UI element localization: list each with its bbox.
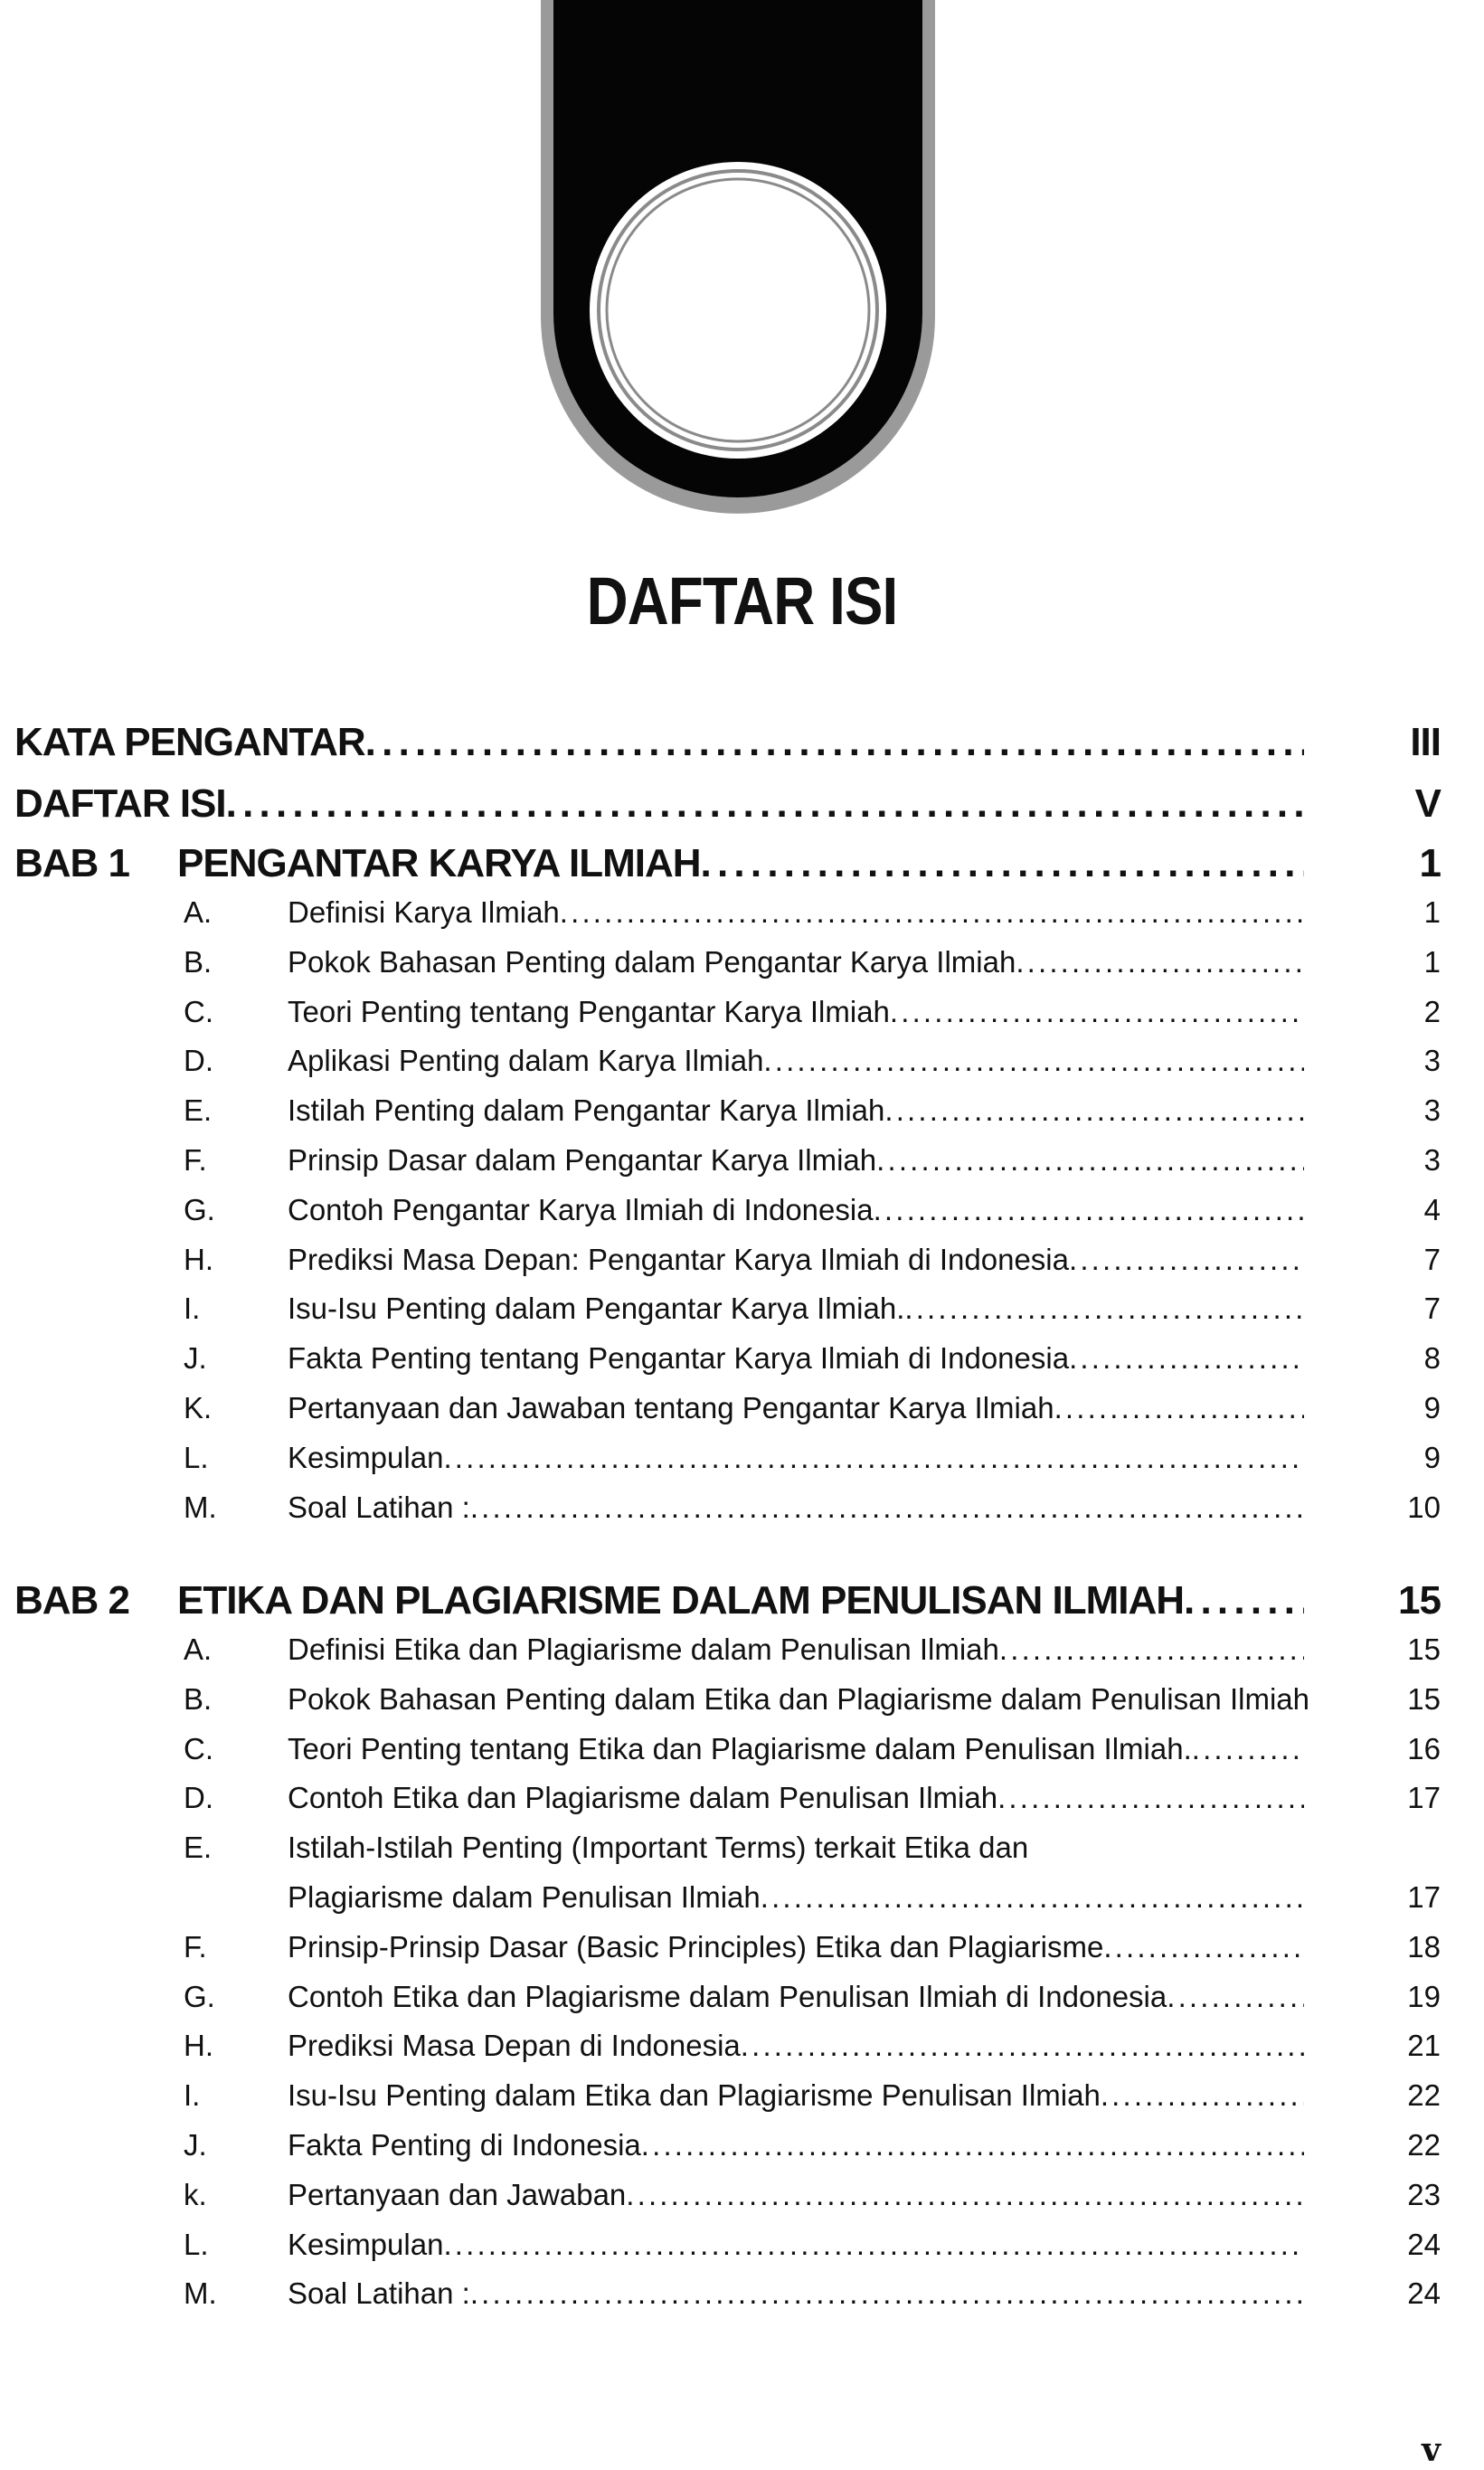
section-title-text: Aplikasi Penting dalam Karya Ilmiah xyxy=(288,1044,764,1078)
dot-leader xyxy=(1016,945,1304,979)
section-letter: K. xyxy=(184,1391,213,1424)
section-title xyxy=(288,945,1304,979)
dot-leader xyxy=(1167,1980,1304,2014)
chapter-title xyxy=(177,1578,1304,1623)
dot-leader xyxy=(999,1632,1304,1667)
dot-leader xyxy=(1069,1243,1304,1277)
toc-page-number: 10 xyxy=(1407,1490,1441,1524)
dot-leader xyxy=(890,995,1304,1029)
toc-page-number: 18 xyxy=(1407,1929,1441,1964)
section-title xyxy=(288,1441,1304,1475)
dot-leader xyxy=(904,1292,1304,1326)
dot-leader xyxy=(365,720,1304,765)
section-title-text: Definisi Karya Ilmiah xyxy=(288,895,560,929)
section-title-text: Fakta Penting di Indonesia xyxy=(288,2128,641,2162)
toc-front-title-text: DAFTAR ISI xyxy=(14,781,226,826)
dot-leader xyxy=(443,1441,1304,1475)
section-title xyxy=(288,2276,1304,2311)
toc-page-number: 1 xyxy=(1423,944,1441,979)
dot-leader xyxy=(1192,1732,1304,1766)
section-title xyxy=(288,2228,1304,2262)
section-title-text: Prinsip-Prinsip Dasar (Basic Principles) Etika dan Plagiarisme xyxy=(288,1929,1104,1964)
section-title xyxy=(288,1391,1304,1425)
chapter-tab-decoration xyxy=(541,0,935,514)
section-title xyxy=(288,1093,1304,1128)
section-letter: A. xyxy=(184,895,213,929)
section-title xyxy=(288,1341,1304,1376)
section-letter: B. xyxy=(184,1681,213,1716)
toc-page-number: 3 xyxy=(1423,1044,1441,1078)
section-title-text: Contoh Etika dan Plagiarisme dalam Penulisan Ilmiah di Indonesia xyxy=(288,1979,1167,2013)
section-letter: I. xyxy=(184,1292,201,1326)
toc-page-number: 15 xyxy=(1398,1578,1441,1623)
section-title-text: Pertanyaan dan Jawaban tentang Pengantar Karya Ilmiah xyxy=(288,1391,1054,1424)
section-title xyxy=(288,1632,1304,1667)
section-title-cont-text: Plagiarisme dalam Penulisan Ilmiah xyxy=(288,1880,761,1914)
toc-page-number: 1 xyxy=(1419,841,1441,885)
toc-page-number: 9 xyxy=(1423,1440,1441,1474)
section-letter: E. xyxy=(184,1093,213,1128)
section-title-text: Prediksi Masa Depan: Pengantar Karya Ilmiah di Indonesia xyxy=(288,1242,1069,1276)
toc-page-number: III xyxy=(1410,720,1441,764)
section-title xyxy=(288,895,1304,930)
section-letter: J. xyxy=(184,1341,207,1376)
section-title xyxy=(288,995,1304,1029)
dot-leader xyxy=(701,841,1304,886)
dot-leader xyxy=(1184,1578,1304,1623)
section-title-text: Pokok Bahasan Penting dalam Pengantar Karya Ilmiah xyxy=(288,944,1016,979)
section-title-text: Isu-Isu Penting dalam Etika dan Plagiarisme Penulisan Ilmiah xyxy=(288,2078,1101,2113)
toc-page-number: 3 xyxy=(1423,1093,1441,1128)
toc-page-number: 2 xyxy=(1423,994,1441,1028)
chapter-title xyxy=(177,841,1304,886)
page-title: DAFTAR ISI xyxy=(586,563,898,639)
toc-page-number: 15 xyxy=(1407,1681,1441,1716)
section-letter: G. xyxy=(184,1192,215,1226)
section-letter: C. xyxy=(184,994,213,1028)
section-title-text: Kesimpulan xyxy=(288,2227,444,2261)
toc-page-number: 8 xyxy=(1423,1341,1441,1376)
section-title-text: Soal Latihan : xyxy=(288,2276,470,2311)
dot-leader xyxy=(884,1093,1304,1128)
dot-leader xyxy=(874,1193,1304,1227)
section-title-text: Prediksi Masa Depan di Indonesia xyxy=(288,2029,741,2063)
toc-page-number: 7 xyxy=(1423,1292,1441,1326)
section-title-text: Istilah Penting dalam Pengantar Karya Ilmiah xyxy=(288,1093,885,1128)
section-title xyxy=(288,1044,1304,1078)
toc-front-title xyxy=(14,781,1304,827)
section-title xyxy=(288,1243,1304,1277)
section-title-text: Isu-Isu Penting dalam Pengantar Karya Ilmiah. xyxy=(288,1292,905,1326)
section-title-text: Contoh Pengantar Karya Ilmiah di Indonesia xyxy=(288,1192,874,1226)
section-letter: M. xyxy=(184,2276,217,2311)
section-letter: L. xyxy=(184,1440,209,1474)
section-letter: D. xyxy=(184,1044,213,1078)
section-title xyxy=(288,1732,1304,1766)
section-title xyxy=(288,1930,1304,1964)
section-title xyxy=(288,2128,1304,2162)
section-letter: M. xyxy=(184,1490,217,1524)
toc-page-number: 1 xyxy=(1423,895,1441,929)
dot-leader xyxy=(1101,2078,1304,2113)
section-title-text: Prinsip Dasar dalam Pengantar Karya Ilmiah xyxy=(288,1143,877,1177)
chapter-number: BAB 2 xyxy=(14,1578,130,1623)
section-letter: H. xyxy=(184,1242,213,1276)
section-title-text: Pertanyaan dan Jawaban xyxy=(288,2177,627,2211)
page-folio: v xyxy=(1422,2431,1441,2469)
dot-leader xyxy=(1054,1391,1304,1425)
dot-leader xyxy=(1103,1930,1304,1964)
toc-front-title xyxy=(14,720,1304,765)
section-letter: B. xyxy=(184,944,213,979)
toc-page-number: 7 xyxy=(1423,1242,1441,1276)
toc-page-number: 22 xyxy=(1407,2128,1441,2162)
section-letter: F. xyxy=(184,1929,207,1964)
section-title-text: Teori Penting tentang Pengantar Karya Ilmiah xyxy=(288,994,890,1028)
section-title-text: Definisi Etika dan Plagiarisme dalam Penulisan Ilmiah xyxy=(288,1632,999,1666)
dot-leader xyxy=(741,2029,1304,2063)
toc-page-number: 15 xyxy=(1407,1632,1441,1666)
section-letter: G. xyxy=(184,1979,215,2013)
dot-leader xyxy=(560,895,1304,930)
section-title xyxy=(288,1980,1304,2014)
section-letter: H. xyxy=(184,2029,213,2063)
section-title xyxy=(288,1143,1304,1178)
section-title xyxy=(288,1491,1304,1525)
section-title-text: Soal Latihan : xyxy=(288,1490,470,1524)
section-title-text: Kesimpulan xyxy=(288,1440,444,1474)
dot-leader xyxy=(626,2178,1304,2212)
section-title-text: Teori Penting tentang Etika dan Plagiarisme dalam Penulisan Ilmiah. xyxy=(288,1731,1192,1765)
toc-front-title-text: KATA PENGANTAR xyxy=(14,720,365,764)
section-title xyxy=(288,1193,1304,1227)
section-title xyxy=(288,1292,1304,1326)
dot-leader xyxy=(763,1044,1304,1078)
toc-page-number: 17 xyxy=(1407,1880,1441,1914)
section-letter: C. xyxy=(184,1731,213,1765)
section-letter: I. xyxy=(184,2078,201,2113)
toc-page-number: 9 xyxy=(1423,1391,1441,1424)
toc-page-number: 4 xyxy=(1423,1192,1441,1226)
section-title: Istilah-Istilah Penting (Important Terms) terkait Etika dan xyxy=(288,1831,1029,1865)
dot-leader xyxy=(470,2276,1304,2311)
dot-leader xyxy=(761,1880,1304,1915)
section-title xyxy=(288,2029,1304,2063)
toc-page-number: 23 xyxy=(1407,2177,1441,2211)
toc-page-number: 22 xyxy=(1407,2078,1441,2113)
section-title xyxy=(288,2178,1304,2212)
chapter-number: BAB 1 xyxy=(14,841,130,885)
toc-page-number: 24 xyxy=(1407,2276,1441,2311)
section-title-text: Contoh Etika dan Plagiarisme dalam Penulisan Ilmiah xyxy=(288,1781,998,1815)
section-letter: J. xyxy=(184,2128,207,2162)
chapter-title-text: ETIKA DAN PLAGIARISME DALAM PENULISAN ILMIAH xyxy=(177,1578,1185,1623)
dot-leader xyxy=(997,1781,1304,1815)
section-letter: D. xyxy=(184,1781,213,1815)
dot-leader xyxy=(876,1143,1304,1178)
chapter-title-text: PENGANTAR KARYA ILMIAH xyxy=(177,841,701,885)
section-letter: L. xyxy=(184,2227,209,2261)
toc-page-number: 19 xyxy=(1407,1979,1441,2013)
section-letter: E. xyxy=(184,1831,213,1865)
toc-page-number: 17 xyxy=(1407,1781,1441,1815)
dot-leader xyxy=(470,1491,1304,1525)
section-title xyxy=(288,1781,1304,1815)
toc-page-number: 16 xyxy=(1407,1731,1441,1765)
section-title xyxy=(288,2078,1304,2113)
section-title-cont xyxy=(288,1880,1304,1915)
toc-page-number: V xyxy=(1414,781,1441,826)
section-title-text: Fakta Penting tentang Pengantar Karya Ilmiah di Indonesia xyxy=(288,1341,1070,1376)
section-letter: F. xyxy=(184,1143,207,1177)
dot-leader xyxy=(226,781,1304,827)
toc-page-number: 21 xyxy=(1407,2029,1441,2063)
section-title: Pokok Bahasan Penting dalam Etika dan Plagiarisme dalam Penulisan Ilmiah xyxy=(288,1681,1309,1716)
section-letter: A. xyxy=(184,1632,213,1666)
toc-page-number: 24 xyxy=(1407,2227,1441,2261)
section-letter: k. xyxy=(184,2177,207,2211)
dot-leader xyxy=(1069,1341,1304,1376)
dot-leader xyxy=(641,2128,1304,2162)
toc-page-number: 3 xyxy=(1423,1143,1441,1177)
dot-leader xyxy=(443,2228,1304,2262)
